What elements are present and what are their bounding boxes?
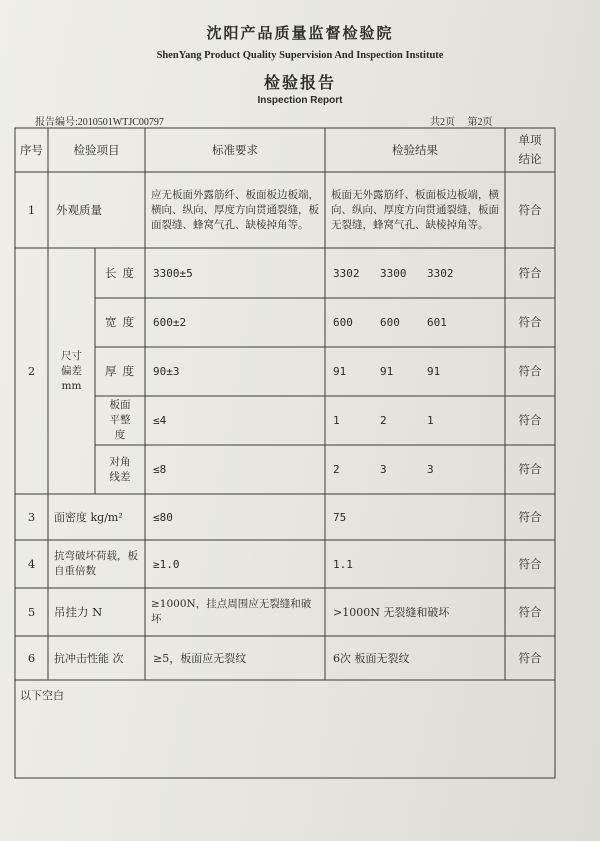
row-3-number: 3: [27, 509, 36, 524]
sub-item-length: 长度: [105, 265, 140, 280]
sub-standard-thickness: 90±3: [153, 365, 180, 378]
current-page: 第2页: [467, 117, 493, 128]
sub-result-flatness: [325, 396, 505, 445]
sub-item-flatness: 板面平整度: [109, 399, 131, 441]
sub-result-diagonal: [325, 445, 505, 494]
row-6-result: 6次 板面无裂纹: [333, 651, 410, 665]
sub-item-width: 宽度: [105, 315, 140, 329]
measurement-value: 3300: [380, 266, 407, 280]
measurement-value: 601: [427, 316, 447, 329]
row-1-item: 外观质量: [56, 202, 102, 217]
measurement-value: 600: [333, 316, 353, 329]
sub-result-width: [325, 298, 505, 347]
column-header-item: 检验项目: [73, 142, 120, 157]
row-1-standard: 应无板面外露筋纤、板面板边板端，横向、纵向、厚度方向贯通裂缝，板面裂缝、蜂窝气孔、缺棱掉角等。: [151, 188, 319, 231]
sub-standard-diagonal: ≤8: [153, 463, 167, 476]
row-1-result: 板面无外露筋纤、板面板边板端，横向、纵向、厚度方向贯通裂缝，板面无裂缝，蜂窝气孔、缺棱掉角等。: [331, 188, 499, 231]
measurement-value: 2: [333, 463, 340, 476]
sub-conclusion-diagonal: 符合: [518, 462, 542, 476]
column-header-result: 检验结果: [392, 142, 438, 157]
row-6-number: 6: [27, 650, 36, 665]
sub-standard-width: 600±2: [153, 316, 187, 329]
sub-conclusion-width: 符合: [518, 315, 542, 329]
row-5-item: 吊挂力 N: [54, 604, 103, 619]
measurement-value: 3302: [427, 266, 454, 280]
sub-standard-flatness: ≤4: [153, 414, 167, 427]
column-header-seq: 序号: [20, 142, 43, 157]
row-5-standard: ≥1000N，挂点周围应无裂缝和破坏: [151, 598, 312, 625]
row-2-group-label: 尺寸偏差mm: [61, 349, 82, 392]
measurement-value: 600: [380, 316, 400, 329]
row-6-conclusion: 符合: [518, 650, 542, 665]
row-5-conclusion: 符合: [518, 604, 542, 619]
row-4-result: 1.1: [333, 557, 353, 571]
report-number: 报告编号:2010501WTJC00797: [35, 117, 164, 128]
row-3-item: 面密度 kg/m²: [54, 510, 123, 524]
row-1-conclusion: 符合: [518, 202, 542, 217]
sub-conclusion-flatness: 符合: [518, 413, 542, 427]
row-4-conclusion: 符合: [518, 556, 542, 571]
measurement-value: 1: [333, 414, 340, 427]
row-6-item: 抗冲击性能 次: [54, 651, 124, 665]
row-3-standard: ≤80: [153, 510, 173, 524]
institute-name-cn: 沈阳产品质量监督检验院: [206, 24, 394, 42]
row-5-result: >1000N 无裂缝和破坏: [333, 605, 450, 619]
report-title-cn: 检验报告: [263, 73, 336, 92]
row-2-number: 2: [27, 363, 36, 378]
measurement-value: 3302: [333, 266, 360, 280]
row-4-item: 抗弯破坏荷载，板自重倍数: [54, 550, 138, 577]
blank-below-note: 以下空白: [20, 688, 64, 702]
measurement-value: 3: [380, 463, 387, 476]
row-6-standard: ≥5，板面应无裂纹: [153, 651, 247, 665]
total-pages: 共2页: [430, 117, 455, 128]
sub-result-thickness: [325, 347, 505, 396]
measurement-value: 91: [427, 365, 441, 378]
row-3-conclusion: 符合: [518, 509, 542, 524]
measurement-value: 2: [380, 414, 387, 427]
sub-conclusion-thickness: 符合: [518, 364, 542, 378]
row-3-result: 75: [333, 510, 347, 524]
column-header-conclusion: 单项结论: [518, 133, 542, 166]
row-4-standard: ≥1.0: [153, 557, 180, 571]
sub-item-thickness: 厚度: [105, 364, 140, 378]
measurement-value: 1: [427, 414, 434, 427]
sub-result-length: [325, 248, 505, 298]
sub-conclusion-length: 符合: [518, 265, 542, 280]
row-1-number: 1: [27, 202, 36, 217]
sub-standard-length: 3300±5: [153, 266, 193, 280]
institute-name-en: ShenYang Product Quality Supervision And Inspection Institute: [156, 50, 444, 61]
sub-item-diagonal: 对角线差: [109, 455, 131, 483]
column-header-standard: 标准要求: [212, 142, 258, 157]
row-4-number: 4: [27, 556, 36, 571]
measurement-value: 91: [333, 365, 347, 378]
row-5-number: 5: [27, 604, 36, 619]
measurement-value: 3: [427, 463, 434, 476]
report-title-en: Inspection Report: [257, 95, 343, 106]
measurement-value: 91: [380, 365, 394, 378]
